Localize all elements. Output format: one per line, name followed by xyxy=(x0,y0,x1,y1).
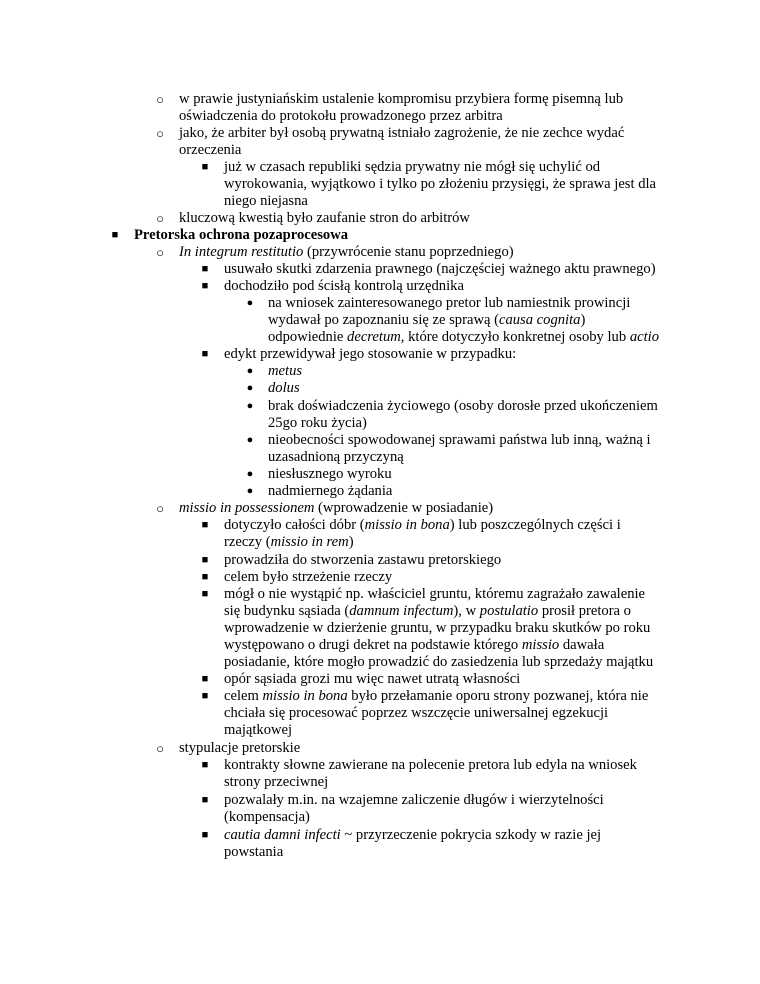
circle-bullet-icon: ○ xyxy=(156,92,164,107)
list-item-text: oświadczenia do protokołu prowadzonego przez arbitra xyxy=(179,108,503,124)
square-bullet-icon: ■ xyxy=(201,588,209,600)
disc-bullet-icon: ● xyxy=(246,468,254,480)
list-item-text: majątkowej xyxy=(224,722,293,738)
list-item-text: uzasadnioną przyczyną xyxy=(268,449,404,465)
disc-bullet-icon: ● xyxy=(246,485,254,497)
list-item-text: wydawał po zapoznaniu się ze sprawą (causa cognita) xyxy=(268,312,586,328)
square-bullet-icon: ■ xyxy=(201,280,209,292)
list-item-text: wprowadzenie w dzierżenie gruntu, w przypadku braku skutków po roku xyxy=(224,620,651,636)
list-item-text: missio in possessionem (wprowadzenie w posiadanie) xyxy=(179,500,494,516)
square-bullet-icon: ■ xyxy=(201,571,209,583)
square-bullet-icon: ■ xyxy=(201,690,209,702)
list-item-text: In integrum restitutio (przywrócenie stanu poprzedniego) xyxy=(179,244,514,260)
disc-bullet-icon: ● xyxy=(246,297,254,309)
list-item-text: opór sąsiada grozi mu więc nawet utratą własności xyxy=(224,671,521,687)
circle-bullet-icon: ○ xyxy=(156,126,164,141)
list-item-text: mógł o nie wystąpić np. właściciel gruntu, któremu zagrażało zawalenie xyxy=(224,586,646,602)
disc-bullet-icon: ● xyxy=(246,365,254,377)
list-item-text: (kompensacja) xyxy=(224,809,310,825)
list-item-text: cautia damni infecti ~ przyrzeczenie pokrycia szkody w razie jej xyxy=(224,827,602,843)
square-bullet-icon: ■ xyxy=(201,263,209,275)
list-item-text: strony przeciwnej xyxy=(224,774,329,790)
square-bullet-icon: ■ xyxy=(201,348,209,360)
square-bullet-icon: ■ xyxy=(201,794,209,806)
list-item-text: stypulacje pretorskie xyxy=(179,740,301,756)
list-item-text: orzeczenia xyxy=(179,142,242,158)
list-item-text: kluczową kwestią było zaufanie stron do arbitrów xyxy=(179,210,470,226)
circle-bullet-icon: ○ xyxy=(156,211,164,226)
list-item-text: edykt przewidywał jego stosowanie w przypadku: xyxy=(224,346,517,362)
list-item-text: występowano o drugi dekret na podstawie którego missio dawała xyxy=(224,637,605,653)
list-item-text: niego niejasna xyxy=(224,193,308,209)
square-bullet-icon: ■ xyxy=(111,229,119,241)
square-bullet-icon: ■ xyxy=(201,519,209,531)
square-bullet-icon: ■ xyxy=(201,829,209,841)
list-item-text: dotyczyło całości dóbr (missio in bona) lub poszczególnych części i xyxy=(224,517,621,533)
list-item-text: dochodziło pod ścisłą kontrolą urzędnika xyxy=(224,278,464,294)
list-item-text: prowadziła do stworzenia zastawu pretorskiego xyxy=(224,552,502,568)
list-item-text: się budynku sąsiada (damnum infectum), w postulatio prosił pretora o xyxy=(224,603,631,619)
list-item-text: 25go roku życia) xyxy=(268,415,367,431)
list-item-text: odpowiednie decretum, które dotyczyło konkretnej osoby lub actio xyxy=(268,329,659,345)
list-item-text: celem było strzeżenie rzeczy xyxy=(224,569,393,585)
square-bullet-icon: ■ xyxy=(201,554,209,566)
circle-bullet-icon: ○ xyxy=(156,501,164,516)
list-item-text: usuwało skutki zdarzenia prawnego (najczęściej ważnego aktu prawnego) xyxy=(224,261,656,277)
list-item-text: nadmiernego żądania xyxy=(268,483,393,499)
list-item-text: rzeczy (missio in rem) xyxy=(224,534,354,550)
disc-bullet-icon: ● xyxy=(246,400,254,412)
list-item-text: brak doświadczenia życiowego (osoby dorosłe przed ukończeniem xyxy=(268,398,658,414)
list-item-text: w prawie justyniańskim ustalenie kompromisu przybiera formę pisemną lub xyxy=(179,91,624,107)
list-item-text: dolus xyxy=(268,380,300,396)
section-heading-text: Pretorska ochrona pozaprocesowa xyxy=(134,227,349,243)
square-bullet-icon: ■ xyxy=(201,161,209,173)
circle-bullet-icon: ○ xyxy=(156,245,164,260)
list-item-text: jako, że arbiter był osobą prywatną istniało zagrożenie, że nie zechce wydać xyxy=(179,125,625,141)
list-item-text: nieobecności spowodowanej sprawami państwa lub inną, ważną i xyxy=(268,432,651,448)
disc-bullet-icon: ● xyxy=(246,434,254,446)
square-bullet-icon: ■ xyxy=(201,673,209,685)
square-bullet-icon: ■ xyxy=(201,759,209,771)
list-item-text: niesłusznego wyroku xyxy=(268,466,392,482)
list-item-text: pozwalały m.in. na wzajemne zaliczenie długów i wierzytelności xyxy=(224,792,604,808)
list-item-text: metus xyxy=(268,363,303,379)
circle-bullet-icon: ○ xyxy=(156,741,164,756)
list-item-text: powstania xyxy=(224,844,284,860)
disc-bullet-icon: ● xyxy=(246,382,254,394)
list-item-text: chciała się procesować poprzez wszczęcie uniwersalnej egzekucji xyxy=(224,705,609,721)
list-item-text: kontrakty słowne zawierane na polecenie pretora lub edyla na wniosek xyxy=(224,757,637,773)
list-item-text: już w czasach republiki sędzia prywatny nie mógł się uchylić od xyxy=(224,159,601,175)
list-item-text: posiadanie, które mogło prowadzić do zasiedzenia lub sprzedaży majątku xyxy=(224,654,654,670)
list-item-text: celem missio in bona było przełamanie oporu strony pozwanej, która nie xyxy=(224,688,649,704)
list-item-text: na wniosek zainteresowanego pretor lub namiestnik prowincji xyxy=(268,295,631,311)
list-item-text: wyrokowania, wyjątkowo i tylko po złożeniu przysięgi, że sprawa jest dla xyxy=(224,176,657,192)
